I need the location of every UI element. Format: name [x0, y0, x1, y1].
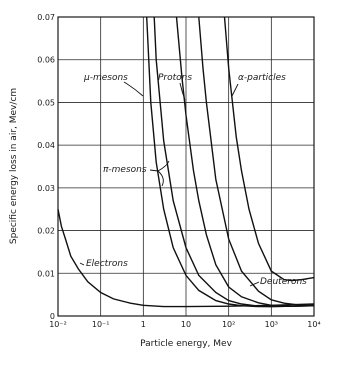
annotation-label: Electrons [86, 259, 128, 269]
y-tick-label: 0.06 [37, 55, 55, 65]
annotation-leaders [80, 82, 259, 286]
annotation-leader [124, 82, 143, 96]
series-line-mesons [154, 17, 314, 307]
series-line-particles [225, 17, 315, 281]
y-tick-label: 0 [49, 312, 55, 321]
annotation-label: π-mesons [103, 165, 147, 175]
x-tick-label: 10⁴ [307, 320, 321, 329]
y-tick-label: 0.03 [37, 183, 55, 193]
y-tick-label: 0.02 [37, 226, 55, 236]
x-axis-title: Particle energy, Mev [140, 339, 232, 349]
y-tick-label: 0.01 [37, 269, 55, 279]
y-axis-title: Specific energy loss in air, Mev/cm [9, 87, 19, 245]
series-line-mesons [147, 17, 314, 307]
annotation-leader [232, 84, 238, 96]
annotation-label: Protons [158, 73, 193, 83]
x-tick-label: 10³ [264, 320, 279, 329]
grid [58, 17, 314, 316]
y-tick-label: 0.04 [37, 141, 55, 151]
x-tick-label: 10 [180, 320, 192, 329]
x-tick-label: 10⁻² [49, 320, 67, 329]
annotation-leader [80, 263, 84, 265]
annotation-label: α-particles [238, 73, 286, 83]
annotation-label: Deuterons [260, 277, 307, 287]
x-tick-label: 10⁻¹ [91, 320, 110, 329]
series-line-protons [177, 17, 315, 306]
y-tick-label: 0.07 [37, 13, 55, 22]
x-tick-label: 10² [221, 320, 236, 329]
y-tick-label: 0.05 [37, 98, 55, 108]
series-line-deuterons [199, 17, 314, 306]
annotation-label: μ-mesons [84, 73, 128, 83]
x-tick-label: 1 [140, 320, 146, 329]
